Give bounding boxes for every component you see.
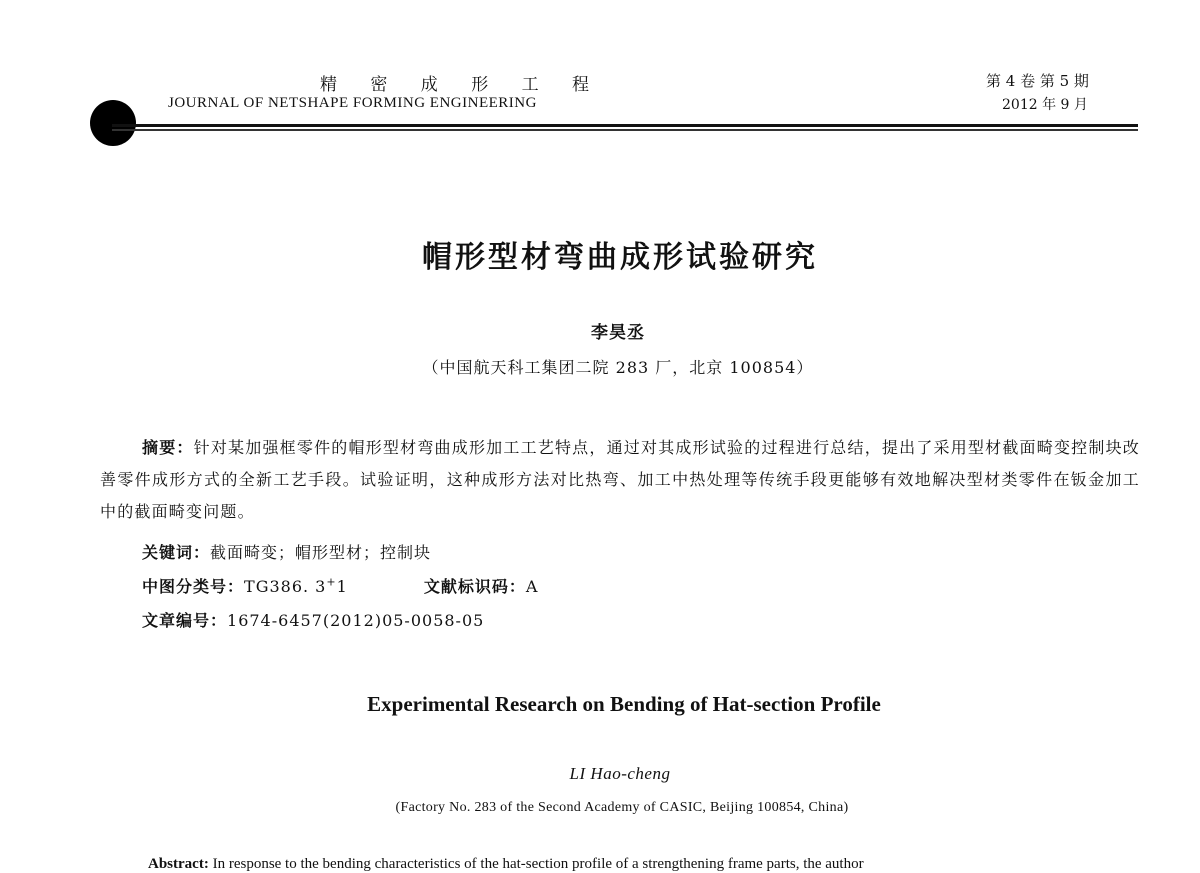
- abstract-label: 摘要：: [142, 438, 194, 457]
- abstract-en: [148, 856, 1148, 873]
- article-no-label: 文章编号：: [142, 611, 228, 630]
- keywords-value: 截面畸变；帽形型材；控制块: [210, 543, 432, 562]
- abstract-text-en: In response to the bending characteristics of the hat-section profile of a strengthening frame parts, the author: [212, 856, 864, 872]
- clc-tail: 1: [336, 577, 348, 596]
- keywords-label: 关键词：: [142, 543, 211, 562]
- journal-name-en: JOURNAL OF NETSHAPE FORMING ENGINEERING: [168, 95, 537, 111]
- doc-id-label: 文献标识码：: [423, 577, 526, 596]
- clc-superscript: +: [326, 575, 337, 589]
- clc-label: 中图分类号：: [142, 577, 245, 596]
- publication-date: 2012 年 9 月: [1002, 97, 1088, 113]
- volume-issue: 第 4 卷 第 5 期: [986, 72, 1089, 90]
- article-no-value: 1674-6457(2012)05-0058-05: [227, 611, 485, 630]
- header-rule: [112, 124, 1138, 127]
- clc-main: TG386. 3: [244, 577, 327, 596]
- clc-value: [244, 577, 348, 596]
- author-en: LI Hao-cheng: [569, 764, 671, 783]
- doc-id-value: A: [525, 577, 539, 596]
- paper-title-en: Experimental Research on Bending of Hat-section Profile: [367, 692, 881, 716]
- abstract-label-en: Abstract:: [148, 856, 209, 872]
- affiliation-cn: （中国航天科工集团二院 283 厂，北京 100854）: [422, 358, 814, 377]
- classification-line: [142, 574, 538, 597]
- abstract-text-cn: 针对某加强框零件的帽形型材弯曲成形加工工艺特点，通过对其成形试验的过程进行总结，提出了采用型材截面畸变控制块改善零件成形方式的全新工艺手段。试验证明，这种成形方法对比热弯、加工中热处理等传统手段更能够有效地解决型材类零件在钣金加工中的截面畸变问题。: [100, 438, 1140, 521]
- abstract-cn: [100, 432, 1140, 528]
- document-id: [424, 574, 539, 597]
- header-rule-secondary: [112, 129, 1138, 131]
- article-number-line: [142, 608, 484, 631]
- keywords-line: [142, 540, 431, 563]
- paper-title-cn: 帽形型材弯曲成形试验研究: [422, 240, 818, 275]
- author-cn: 李昊丞: [591, 323, 645, 343]
- header-dot-ornament: [90, 100, 136, 146]
- journal-name-cn: 精 密 成 形 工 程: [320, 75, 604, 95]
- affiliation-en: (Factory No. 283 of the Second Academy of CASIC, Beijing 100854, China): [395, 800, 849, 815]
